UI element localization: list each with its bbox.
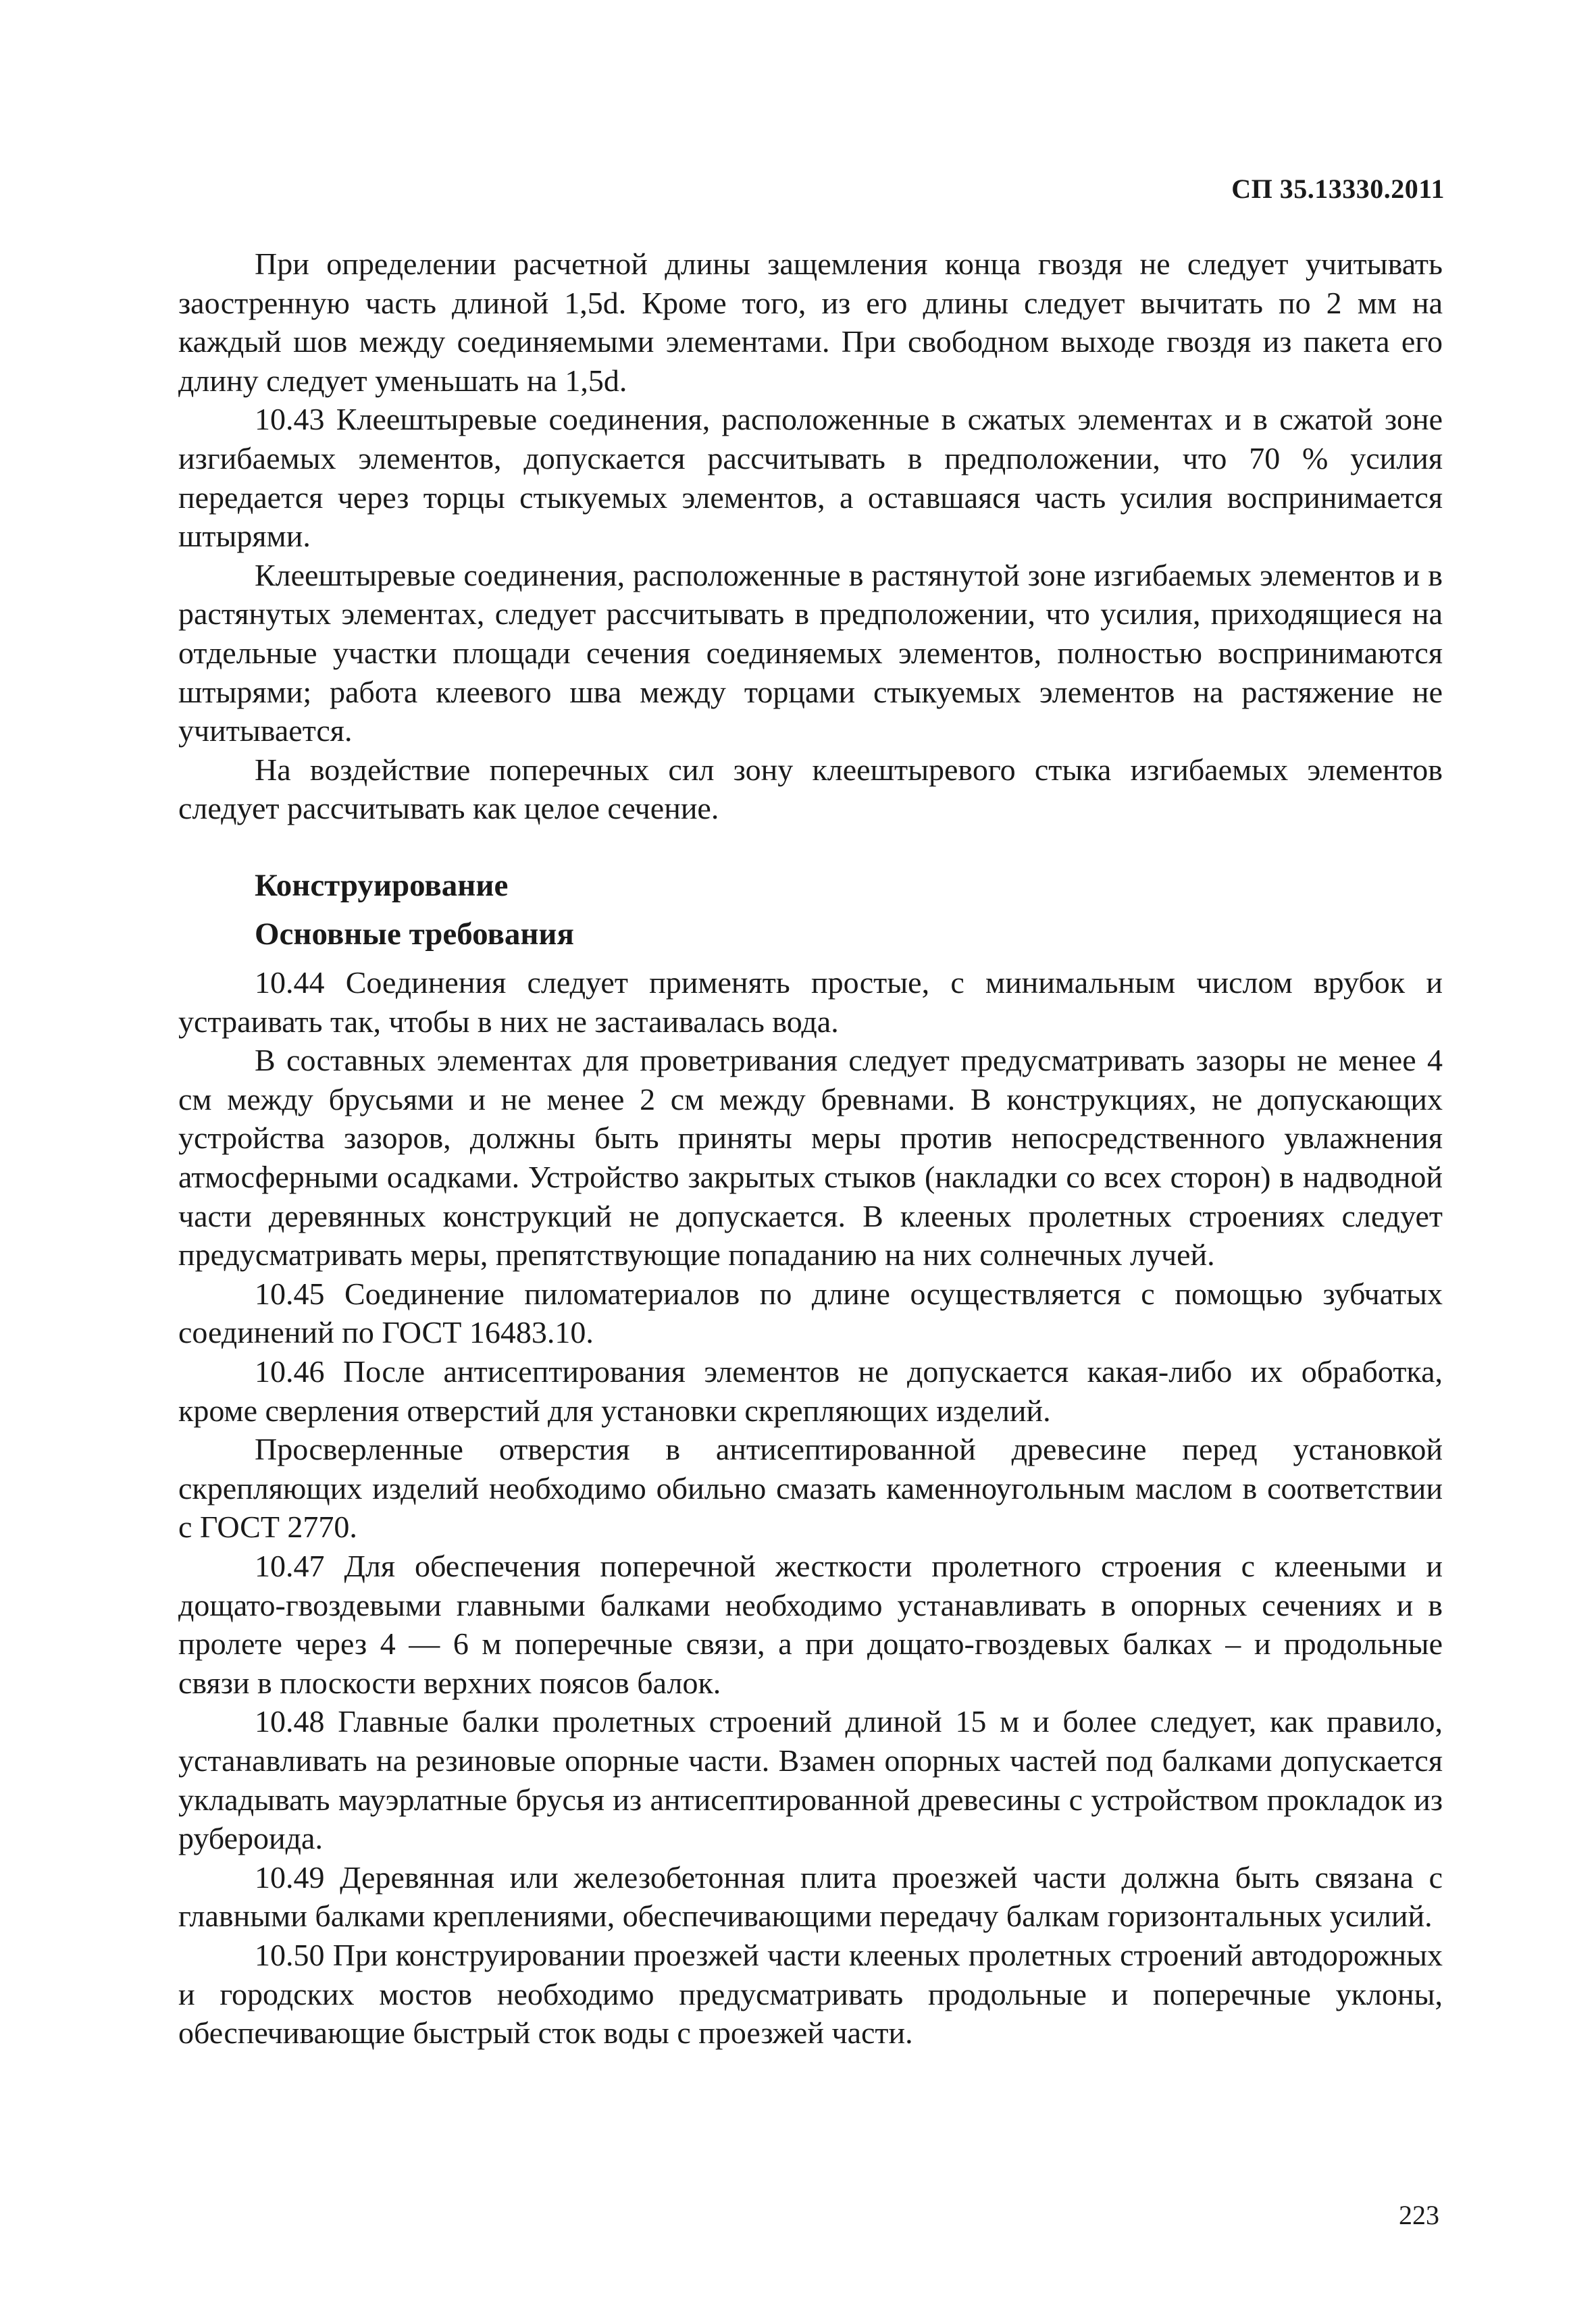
paragraph: 10.48 Главные балки пролетных строений длиной 15 м и более следует, как правило, устанавливать на резиновые опорные части. Взамен опорных частей под балками допускается укладывать мауэрлатные брусья из антисептированной древесины с устройством прокладок из рубероида. [178, 1704, 1443, 1856]
paragraph: 10.45 Соединение пиломатериалов по длине осуществляется с помощью зубчатых соединений по ГОСТ 16483.10. [178, 1276, 1443, 1350]
paragraph: 10.43 Клеештыревые соединения, расположенные в сжатых элементах и в сжатой зоне изгибаемых элементов, допускается рассчитывать в предположении, что 70 % усилия передается через торцы стыкуемых элементов, а оставшаяся часть усилия воспринимается штырями. [178, 402, 1443, 554]
paragraph: На воздействие поперечных сил зону клеештыревого стыка изгибаемых элементов следует рассчитывать как целое сечение. [178, 752, 1443, 826]
page-number: 223 [1399, 2200, 1439, 2230]
paragraph: 10.44 Соединения следует применять простые, с минимальным числом врубок и устраивать так, чтобы в них не застаивалась вода. [178, 965, 1443, 1039]
paragraph: 10.49 Деревянная или железобетонная плита проезжей части должна быть связана с главными балками креплениями, обеспечивающими передачу балкам горизонтальных усилий. [178, 1859, 1443, 1934]
document-body [178, 245, 1443, 2053]
paragraph: В составных элементах для проветривания следует предусматривать зазоры не менее 4 см между брусьями и не менее 2 см между бревнами. В конструкциях, не допускающих устройства зазоров, должны быть приняты меры против непосредственного увлажнения атмосферными осадками. Устройство закрытых стыков (накладки со всех сторон) в надводной части деревянных конструкций не допускается. В клееных пролетных строениях следует предусматривать меры, препятствующие попаданию на них солнечных лучей. [178, 1043, 1443, 1272]
paragraph: Клеештыревые соединения, расположенные в растянутой зоне изгибаемых элементов и в растянутых элементах, следует рассчитывать в предположении, что усилия, приходящиеся на отдельные участки площади сечения соединяемых элементов, полностью воспринимаются штырями; работа клеевого шва между торцами стыкуемых элементов на растяжение не учитывается. [178, 557, 1443, 748]
paragraph: При определении расчетной длины защемления конца гвоздя не следует учитывать заостренную часть длиной 1,5d. Кроме того, из его длины следует вычитать по 2 мм на каждый шов между соединяемыми элементами. При свободном выходе гвоздя из пакета его длину следует уменьшать на 1,5d. [178, 247, 1443, 398]
paragraph: 10.50 При конструировании проезжей части клееных пролетных строений автодорожных и городских мостов необходимо предусматривать продольные и поперечные уклоны, обеспечивающие быстрый сток воды с проезжей части. [178, 1937, 1443, 2051]
subsection-heading: Основные требования [255, 916, 574, 952]
paragraph: Просверленные отверстия в антисептированной древесине перед установкой скрепляющих изделий необходимо обильно смазать каменноугольным маслом в соответствии с ГОСТ 2770. [178, 1432, 1443, 1545]
paragraph: 10.47 Для обеспечения поперечной жесткости пролетного строения с клееными и дощато-гвоздевыми главными балками необходимо устанавливать в опорных сечениях и в пролете через 4 — 6 м поперечные связи, а при дощато-гвоздевых балках – и продольные связи в плоскости верхних поясов балок. [178, 1549, 1443, 1700]
document-code: СП 35.13330.2011 [1231, 174, 1445, 204]
section-heading: Конструирование [255, 867, 509, 903]
paragraph: 10.46 После антисептирования элементов не допускается какая-либо их обработка, кроме сверления отверстий для установки скрепляющих изделий. [178, 1354, 1443, 1428]
